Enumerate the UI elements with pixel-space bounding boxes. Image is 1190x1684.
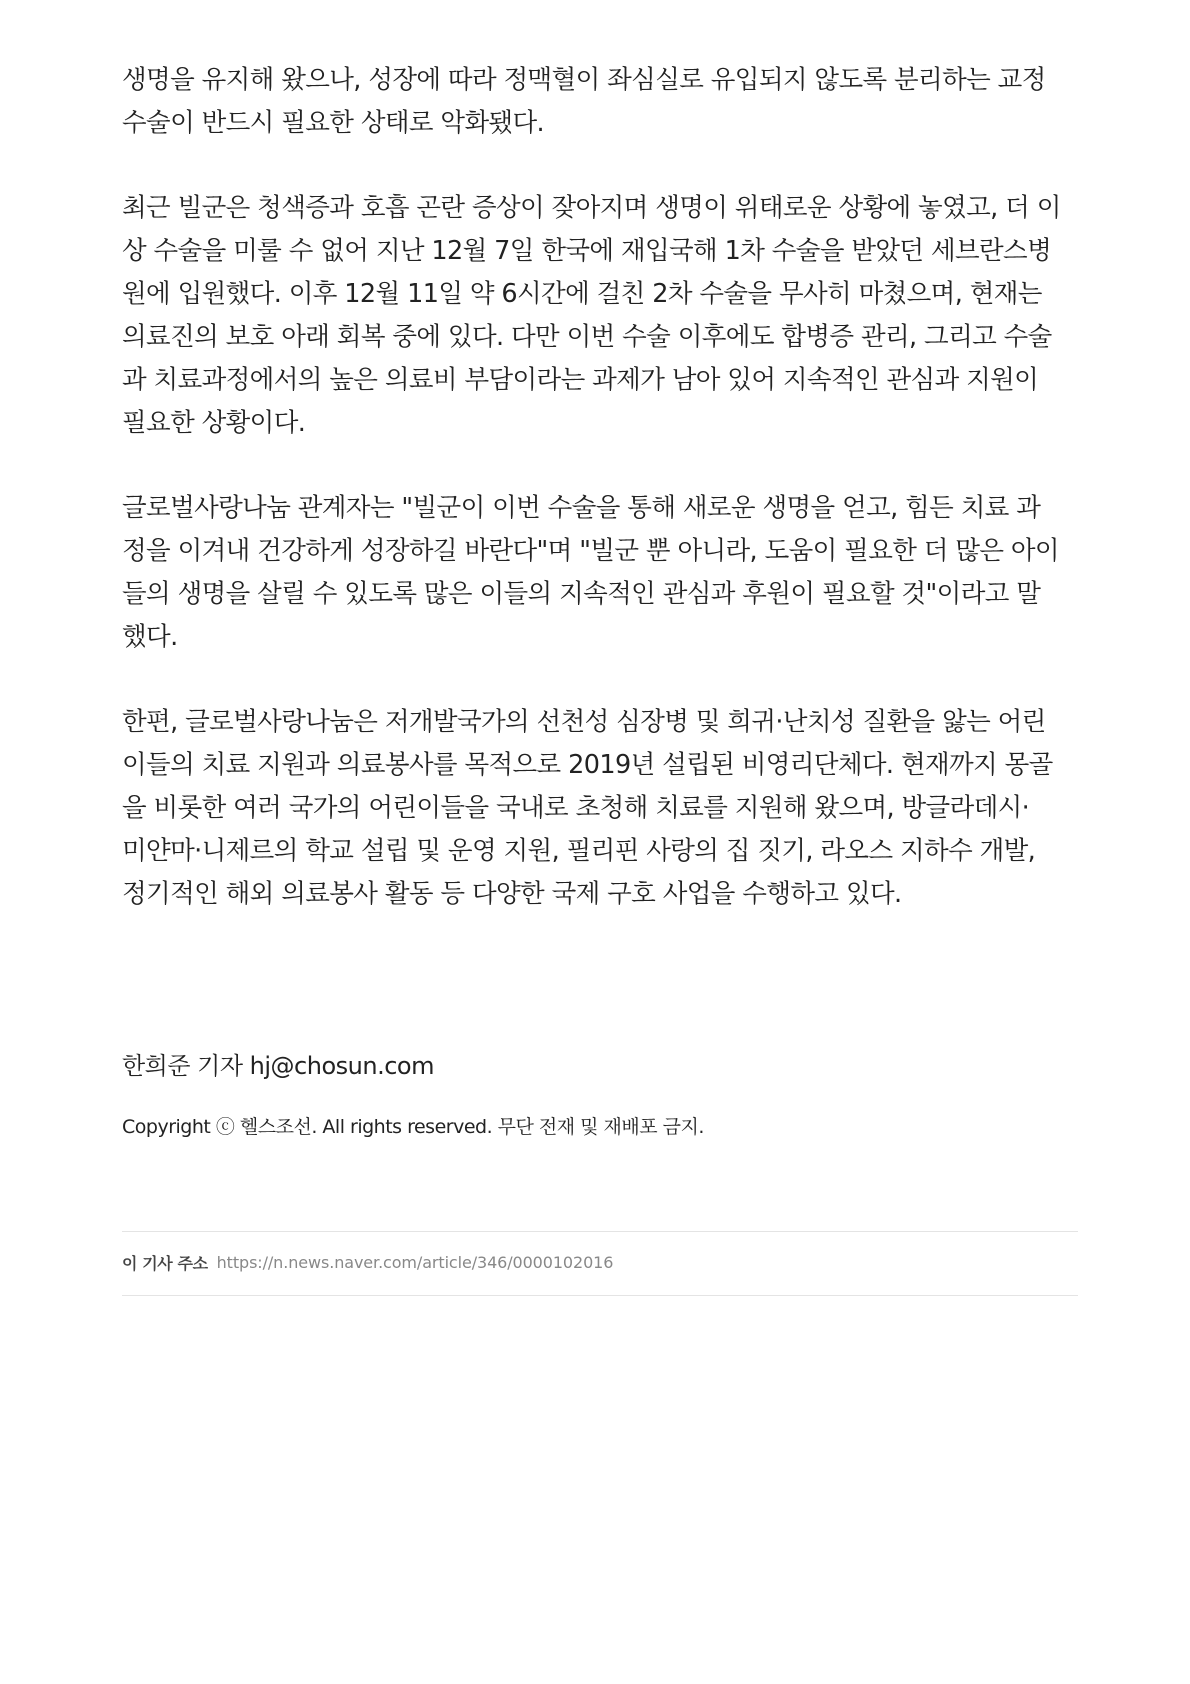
divider [122,1295,1078,1296]
divider [122,1231,1078,1232]
paragraph-line: 한편, 글로벌사랑나눔은 저개발국가의 선천성 심장병 및 희귀·난치성 질환을 앓는 어린 [122,707,1046,737]
paragraph-line: 원에 입원했다. 이후 12월 11일 약 6시간에 걸친 2차 수술을 무사히 마쳤으며, 현재는 [122,279,1042,309]
paragraph-line: 정을 이겨내 건강하게 성장하길 바란다"며 "빌군 뿐 아니라, 도움이 필요한 더 많은 아이 [122,536,1059,566]
paragraph-line: 들의 생명을 살릴 수 있도록 많은 이들의 지속적인 관심과 후원이 필요할 것"이라고 말 [122,579,1041,609]
paragraph-line: 미얀마·니제르의 학교 설립 및 운영 지원, 필리핀 사랑의 집 짓기, 라오스 지하수 개발, [122,836,1036,866]
paragraph-line: 정기적인 해외 의료봉사 활동 등 다양한 국제 구호 사업을 수행하고 있다. [122,879,902,909]
paragraph-line: 글로벌사랑나눔 관계자는 "빌군이 이번 수술을 통해 새로운 생명을 얻고, 힘든 치료 과 [122,493,1041,523]
paragraph-line: 의료진의 보호 아래 회복 중에 있다. 다만 이번 수술 이후에도 합병증 관리, 그리고 수술 [122,322,1052,352]
article-paragraph [122,59,1078,145]
paragraph-line: 상 수술을 미룰 수 없어 지난 12월 7일 한국에 재입국해 1차 수술을 받았던 세브란스병 [122,236,1052,266]
paragraph-line: 수술이 반드시 필요한 상태로 악화됐다. [122,108,545,138]
paragraph-line: 필요한 상황이다. [122,408,306,438]
paragraph-line: 했다. [122,622,178,652]
paragraph-line: 최근 빌군은 청색증과 호흡 곤란 증상이 잦아지며 생명이 위태로운 상황에 놓였고, 더 이 [122,193,1061,223]
paragraph-line: 이들의 치료 지원과 의료봉사를 목적으로 2019년 설립된 비영리단체다. 현재까지 몽골 [122,750,1053,780]
article-url-link[interactable]: https://n.news.naver.com/article/346/0000102016 [216,1252,614,1272]
article-body [122,59,1078,958]
paragraph-line: 생명을 유지해 왔으나, 성장에 따라 정맥혈이 좌심실로 유입되지 않도록 분리하는 교정 [122,65,1046,95]
article-paragraph [122,487,1078,659]
paragraph-line: 과 치료과정에서의 높은 의료비 부담이라는 과제가 남아 있어 지속적인 관심과 지원이 [122,365,1039,395]
article-paragraph [122,187,1078,445]
paragraph-line: 을 비롯한 여러 국가의 어린이들을 국내로 초청해 치료를 지원해 왔으며, 방글라데시· [122,793,1030,823]
article-url-row [122,1249,613,1275]
article-paragraph [122,701,1078,916]
article-url-label: 이 기사 주소 [122,1253,208,1273]
reporter-byline: 한희준 기자 hj@chosun.com [122,1052,434,1080]
copyright-notice: Copyright ⓒ 헬스조선. All rights reserved. 무단 전재 및 재배포 금지. [122,1116,704,1138]
